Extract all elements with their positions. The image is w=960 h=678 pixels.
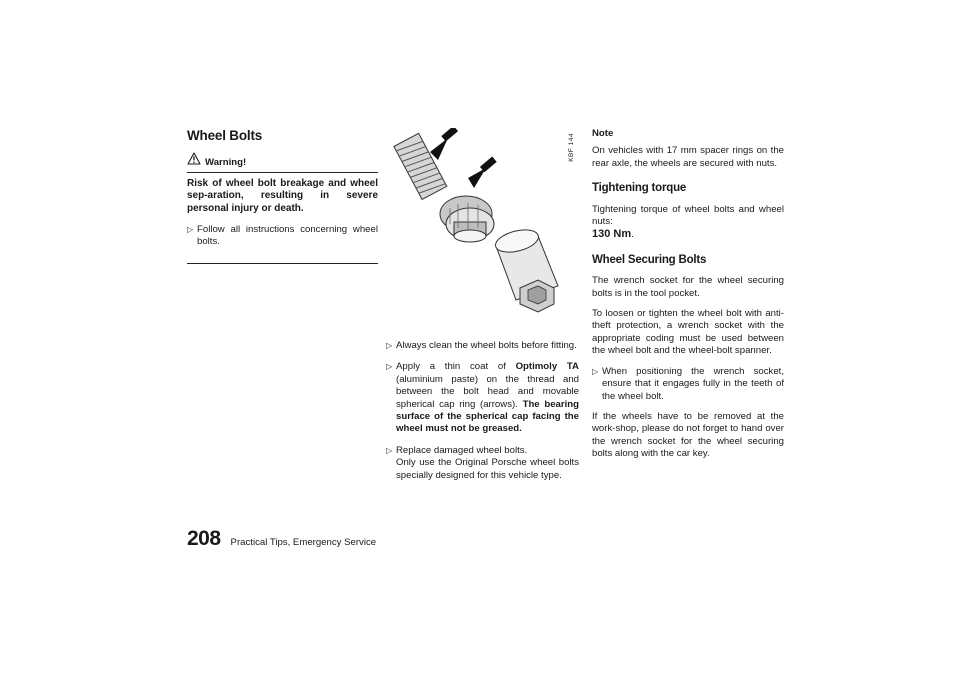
product-name: Optimoly TA bbox=[515, 361, 579, 373]
grease-warning: The bearing surface of the spherical cap facing the wheel must not be greased. bbox=[396, 398, 580, 435]
list-item bbox=[386, 361, 579, 435]
left-column bbox=[187, 128, 378, 264]
bullet-text: Follow all instructions concerning wheel bolts. bbox=[197, 224, 378, 248]
bullet-marker: ▷ bbox=[386, 341, 393, 350]
section-label: Practical Tips, Emergency Service bbox=[230, 537, 377, 548]
list-item bbox=[187, 224, 378, 249]
bullet-marker: ▷ bbox=[187, 225, 194, 235]
note-text: On vehicles with 17 mm spacer rings on the rear axle, the wheels are secured with nuts. bbox=[592, 145, 784, 169]
list-item bbox=[592, 366, 784, 403]
note-heading: Note bbox=[592, 128, 614, 139]
warning-triangle-icon bbox=[187, 152, 201, 169]
torque-paragraph: Tightening torque of wheel bolts and wheel nuts: 130 Nm. bbox=[592, 203, 784, 241]
right-column bbox=[592, 128, 784, 469]
bullet-text bbox=[396, 361, 579, 435]
bullet-text-part: (aluminium paste) on the thread and between the bolt head and movable spherical cap ring (arrows). bbox=[396, 373, 579, 410]
bullet-text: When positioning the wrench socket, ensure that it engages fully in the teeth of the wheel bolt. bbox=[602, 365, 784, 402]
page-footer bbox=[187, 527, 376, 551]
page-number: 208 bbox=[187, 527, 221, 550]
paragraph: If the wheels have to be removed at the work-shop, please do not forget to hand over the wrench socket for the wheel securing bolts along with the car key. bbox=[592, 410, 784, 460]
subheading-tightening-torque: Tightening torque bbox=[592, 182, 687, 195]
bullet-marker: ▷ bbox=[592, 366, 599, 376]
paragraph: To loosen or tighten the wheel bolt with anti-theft protection, a wrench socket with the appropriate coding must be used between the wheel bolt and the wheel-bolt spanner. bbox=[592, 308, 784, 357]
bullet-line: Only use the Original Porsche wheel bolts specially designed for this vehicle type. bbox=[396, 457, 579, 481]
torque-text: Tightening torque of wheel bolts and wheel nuts: bbox=[592, 203, 784, 228]
section-divider bbox=[187, 263, 378, 264]
bullet-marker: ▷ bbox=[386, 445, 393, 455]
list-item bbox=[386, 340, 579, 352]
paragraph: The wrench socket for the wheel securing bolts is in the tool pocket. bbox=[592, 275, 784, 299]
warning-label: Warning! bbox=[205, 157, 247, 169]
bolt-thread bbox=[394, 133, 447, 199]
bullet-line: Replace damaged wheel bolts. bbox=[396, 444, 528, 456]
wrench-socket bbox=[493, 226, 558, 312]
bullet-text: Always clean the wheel bolts before fitting. bbox=[396, 340, 577, 351]
list-item bbox=[386, 445, 579, 482]
illustration-id: KBF 144 bbox=[568, 133, 575, 162]
warning-text: Risk of wheel bolt breakage and wheel sep-aration, resulting in severe personal injury or death. bbox=[187, 177, 378, 214]
section-title-wheel-bolts: Wheel Bolts bbox=[187, 128, 263, 143]
bolt-head bbox=[440, 196, 494, 242]
wheel-bolt-illustration bbox=[388, 128, 578, 322]
torque-value: 130 Nm bbox=[592, 228, 632, 241]
middle-column bbox=[386, 340, 579, 482]
bullet-text bbox=[396, 445, 579, 482]
bullet-marker: ▷ bbox=[386, 362, 393, 372]
subheading-wheel-securing-bolts: Wheel Securing Bolts bbox=[592, 253, 707, 266]
arrow-icon bbox=[430, 128, 458, 160]
arrow-icon bbox=[468, 157, 497, 188]
warning-header bbox=[187, 152, 378, 172]
bullet-text-part: Apply a thin coat of bbox=[396, 361, 506, 373]
